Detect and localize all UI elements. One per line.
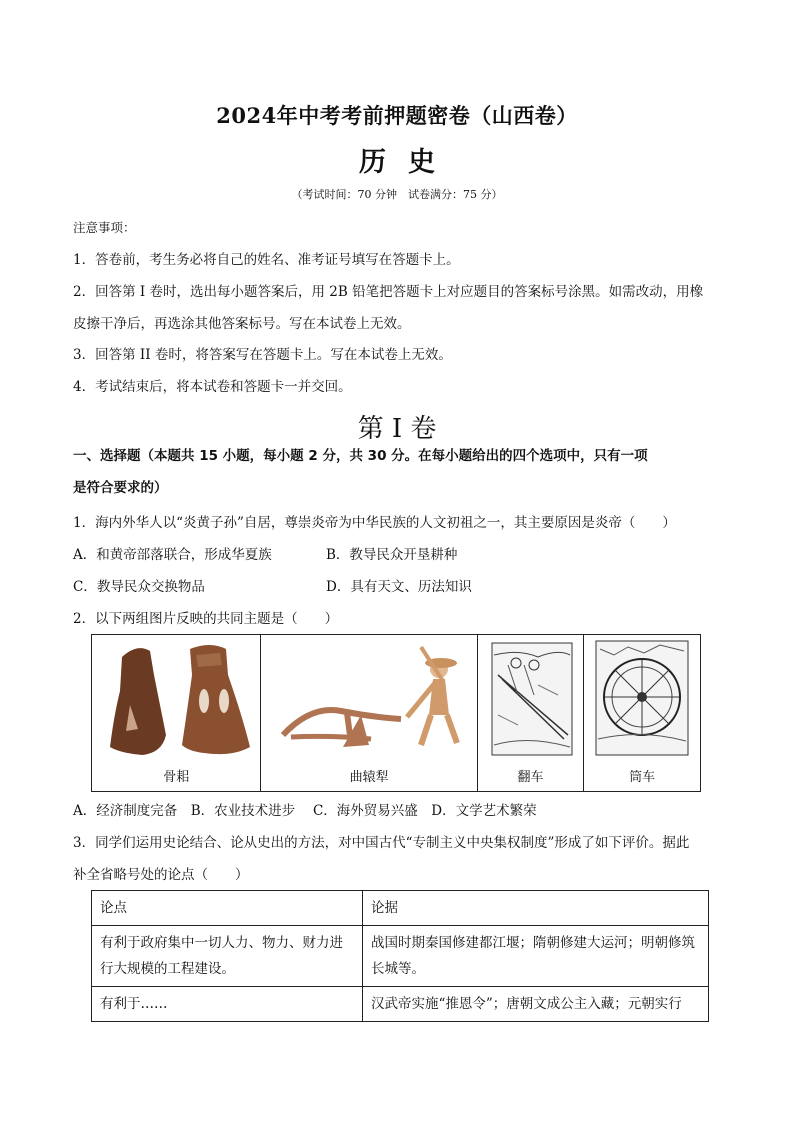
image-cell-square-pallet-chain-pump [478, 635, 585, 791]
table-row [92, 891, 709, 926]
table-head-argument: 论点 [92, 891, 363, 926]
table-cell-argument-2: 有利于…… [92, 987, 363, 1022]
bone-spade-image [92, 635, 262, 765]
section-instruction-b: 是符合要求的） [73, 480, 168, 496]
q2-image-table [91, 634, 701, 792]
q3-stem-b: 补全省略号处的论点（ ） [73, 867, 249, 883]
image-cell-tube-wheel [584, 635, 700, 791]
notice-item-2a: 2．回答第 I 卷时，选出每小题答案后，用 2B 铅笔把答题卡上对应题目的答案标号涂黑。如需改动，用橡 [73, 284, 704, 300]
image-cell-bone-spade [92, 635, 261, 791]
q1-option-a: A．和黄帝部落联合，形成华夏族 [73, 547, 272, 563]
notice-item-3: 3．回答第 II 卷时，将答案写在答题卡上。写在本试卷上无效。 [73, 347, 452, 363]
q3-stem-a: 3．同学们运用史论结合、论从史出的方法，对中国古代“专制主义中央集权制度”形成了如下评价。据此 [73, 835, 690, 851]
q1-option-c: C．教导民众交换物品 [73, 579, 205, 595]
table-head-evidence: 论据 [363, 891, 709, 926]
notice-item-1: 1．答卷前，考生务必将自己的姓名、准考证号填写在答题卡上。 [73, 252, 460, 268]
caption-tube-wheel: 筒车 [629, 770, 656, 785]
q1-option-b: B．教导民众开垦耕种 [326, 547, 458, 563]
curved-plow-image [261, 635, 478, 765]
table-cell-argument-1: 有利于政府集中一切人力、物力、财力进行大规模的工程建设。 [92, 926, 363, 987]
caption-square-pallet-chain-pump: 翻车 [517, 770, 544, 785]
image-cell-curved-plow [261, 635, 477, 791]
notice-item-2b: 皮擦干净后，再选涂其他答案标号。写在本试卷上无效。 [73, 316, 411, 332]
table-row [92, 926, 709, 987]
subject-title: 历史 [359, 147, 457, 178]
tube-wheel-image [584, 635, 700, 765]
q1-stem: 1．海内外华人以“炎黄子孙”自居，尊崇炎帝为中华民族的人文初祖之一，其主要原因是炎帝（ ） [73, 515, 676, 531]
q2-stem: 2．以下两组图片反映的共同主题是（ ） [73, 611, 339, 627]
table-row [92, 987, 709, 1022]
table-cell-evidence-1: 战国时期秦国修建都江堰；隋朝修建大运河；明朝修筑长城等。 [363, 926, 709, 987]
section-heading: 第 I 卷 [357, 414, 437, 444]
exam-title: 2024年中考考前押题密卷（山西卷） [216, 103, 578, 128]
caption-curved-plow: 曲辕犁 [349, 770, 389, 785]
q2-options: A．经济制度完备 B．农业技术进步 C．海外贸易兴盛 D．文学艺术繁荣 [73, 803, 537, 819]
table-cell-evidence-2: 汉武帝实施“推恩令”；唐朝文成公主入藏；元朝实行 [363, 987, 709, 1022]
notice-heading: 注意事项： [73, 220, 136, 235]
square-pallet-chain-pump-image [478, 635, 585, 765]
caption-bone-spade: 骨耜 [163, 770, 190, 785]
section-instruction-a: 一、选择题（本题共 15 小题，每小题 2 分，共 30 分。在每小题给出的四个选项中，只有一项 [73, 448, 648, 464]
exam-meta: （考试时间：70 分钟 试卷满分：75 分） [291, 188, 503, 201]
notice-item-4: 4．考试结束后，将本试卷和答题卡一并交回。 [73, 379, 352, 395]
q3-argument-table [91, 890, 709, 1022]
q1-option-d: D．具有天文、历法知识 [326, 579, 472, 595]
